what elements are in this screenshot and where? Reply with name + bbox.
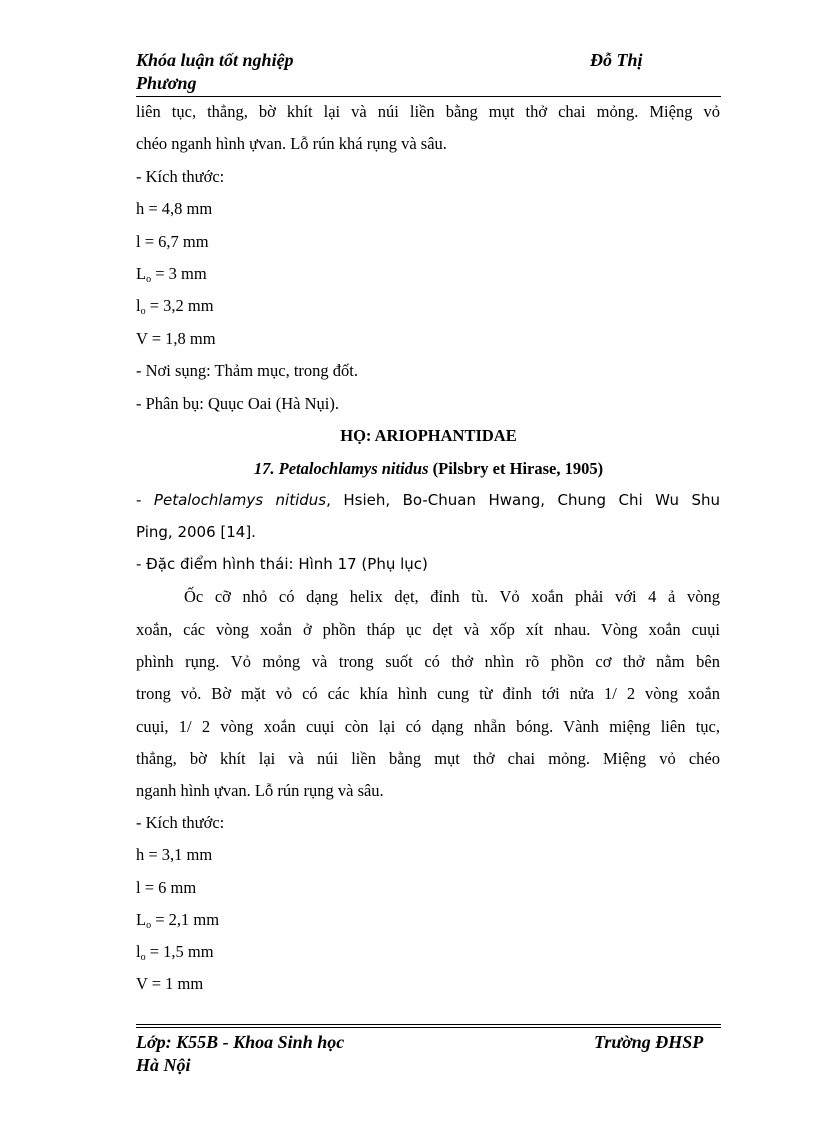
paragraph-line: cuụi, 1/ 2 vòng xoắn cuụi còn lại có dạng nhẵn bóng. Vành miệng liên tục, <box>136 717 720 736</box>
paragraph-line: xoắn, các vòng xoắn ở phồn tháp ục dẹt và xốp xít nhau. Vòng xoắn cuụi <box>136 620 720 639</box>
header-author-cont: Phương <box>136 73 197 93</box>
measure-l: l = 6 mm <box>136 878 197 897</box>
measure-h: h = 3,1 mm <box>136 845 213 864</box>
distribution: - Phân bụ: Quục Oai (Hà Nụi). <box>136 394 339 413</box>
synonym-line-cont: Ping, 2006 [14]. <box>136 523 256 541</box>
header-rule <box>136 96 721 97</box>
paragraph-line: Ốc cỡ nhỏ có dạng helix dẹt, đỉnh tù. Vỏ xoắn phải với 4 ả vòng <box>184 587 720 606</box>
header-author: Đỗ Thị <box>590 50 643 70</box>
measure-lo: $l_o = 3,2$ mm <box>136 296 214 317</box>
paragraph-line: chéo nganh hình ựvan. Lỗ rún khá rụng và sâu. <box>136 134 447 153</box>
footer-class: Lớp: K55B - Khoa Sinh học <box>136 1032 345 1052</box>
synonym-line: - Petalochlamys nitidus, Hsieh, Bo-Chuan Hwang, Chung Chi Wu Shu <box>136 491 721 509</box>
paragraph-line: phình rụng. Vỏ mỏng và trong suốt có thở nhìn rõ phồn cơ thở nằm bên <box>136 652 720 671</box>
species-heading: 17. Petalochlamys nitidus (Pilsbry et Hirase, 1905) <box>253 459 604 478</box>
paragraph-line: thẳng, bờ khít lại và núi liền bằng mụt thở chai mỏng. Miệng vỏ chéo <box>136 749 720 768</box>
measure-lo: $l_o = 1,5$ mm <box>136 942 214 963</box>
habitat: - Nơi sụng: Thảm mục, trong đốt. <box>136 361 358 380</box>
size-label: - Kích thước: <box>136 167 225 186</box>
paragraph-line: trong vỏ. Bờ mặt vỏ có các khía hình cung từ đỉnh tới nửa 1/ 2 vòng xoắn <box>136 684 720 703</box>
footer-rule <box>136 1024 721 1025</box>
footer-rule <box>136 1027 721 1028</box>
footer-city: Hà Nội <box>136 1055 191 1075</box>
header-title: Khóa luận tốt nghiệp <box>136 50 294 70</box>
family-heading: HỌ: ARIOPHANTIDAE <box>340 426 517 445</box>
footer-school: Trường ĐHSP <box>594 1032 704 1052</box>
measure-h: h = 4,8 mm <box>136 199 213 218</box>
measure-V: V = 1,8 mm <box>136 329 216 348</box>
paragraph-line: liên tục, thẳng, bờ khít lại và núi liền bằng mụt thở chai mỏng. Miệng vỏ <box>136 102 720 121</box>
paragraph-line: nganh hình ựvan. Lỗ rún rụng và sâu. <box>136 781 384 800</box>
measure-V: V = 1 mm <box>136 974 204 993</box>
size-label: - Kích thước: <box>136 813 225 832</box>
measure-Lo: $L_o = 2,1$ mm <box>136 910 220 931</box>
measure-Lo: $L_o = 3$ mm <box>136 264 207 285</box>
measure-l: l = 6,7 mm <box>136 232 209 251</box>
morphology-label: - Đặc điểm hình thái: Hình 17 (Phụ lục) <box>136 555 428 573</box>
